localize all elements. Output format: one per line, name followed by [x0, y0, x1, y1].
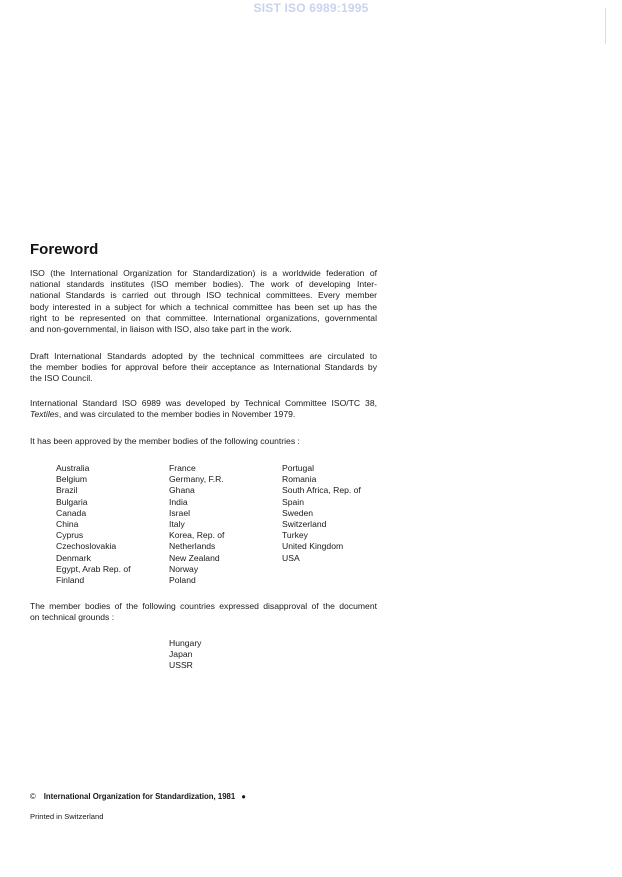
text-line: It has been approved by the member bodies of the following countries : — [30, 436, 300, 446]
approved-countries-col3 — [282, 463, 361, 564]
copyright-line — [30, 792, 246, 801]
page-edge-mark — [605, 8, 606, 44]
country-item: Belgium — [56, 474, 88, 485]
text-line: ISO (the International Organization for Standardization) is a worldwide federation of — [30, 268, 377, 278]
country-item: USA — [282, 552, 300, 563]
country-item: Israel — [169, 507, 191, 518]
country-item: Bulgaria — [56, 496, 88, 507]
country-item: Brazil — [56, 485, 78, 496]
bullet-icon: ● — [241, 792, 246, 801]
approved-countries-col1 — [56, 463, 131, 586]
country-item: Denmark — [56, 552, 91, 563]
page-title: Foreword — [30, 241, 99, 258]
country-item: China — [56, 519, 79, 530]
country-item: Cyprus — [56, 530, 84, 541]
paragraph-iso-intro — [30, 268, 377, 335]
watermark: SIST ISO 6989:1995 — [253, 1, 369, 15]
country-item: Portugal — [282, 463, 315, 473]
paragraph-draft-standards — [30, 351, 377, 385]
text-fragment: , and was circulated to the member bodies in November 1979. — [58, 409, 296, 420]
copyright-icon: © — [30, 792, 36, 801]
country-item: Germany, F.R. — [169, 474, 224, 485]
text-line: on technical grounds : — [30, 612, 115, 623]
text-line: and non-governmental, in liaison with ISO, also take part in the work. — [30, 324, 292, 335]
text-line: International Standard ISO 6989 was developed by Technical Committee ISO/TC 38, — [30, 398, 377, 408]
country-item: Ghana — [169, 485, 195, 496]
country-item: Finland — [56, 575, 85, 586]
text-line: the ISO Council. — [30, 373, 93, 384]
paragraph-approved-intro — [30, 436, 377, 447]
country-item: Egypt, Arab Rep. of — [56, 563, 131, 574]
country-item: Sweden — [282, 507, 314, 518]
country-item: Romania — [282, 474, 317, 485]
country-item: United Kingdom — [282, 541, 344, 552]
country-item: Canada — [56, 507, 87, 518]
country-item: Korea, Rep. of — [169, 530, 225, 541]
text-line: body interested in a subject for which a technical committee has been set up has the — [30, 301, 377, 312]
country-item: Switzerland — [282, 519, 327, 530]
text-line: the member bodies for approval before their acceptance as International Standards by — [30, 362, 377, 373]
text-line: Draft International Standards adopted by the technical committees are circulated to — [30, 351, 377, 361]
text-line: right to be represented on that committee. International organizations, governmental — [30, 312, 377, 323]
country-item: Turkey — [282, 530, 308, 541]
text-line: national Standards is carried out through ISO technical committees. Every member — [30, 290, 377, 301]
paragraph-development — [30, 398, 377, 420]
country-item: South Africa, Rep. of — [282, 485, 361, 496]
country-item: France — [169, 463, 196, 473]
textiles-italic: Textiles — [30, 409, 59, 420]
country-item: India — [169, 496, 188, 507]
disapproval-countries — [169, 638, 201, 672]
country-item: Poland — [169, 575, 196, 586]
text-line: national standards institutes (ISO member bodies). The work of developing Inter- — [30, 279, 377, 290]
country-item: New Zealand — [169, 552, 220, 563]
printed-in-note: Printed in Switzerland — [30, 812, 104, 821]
approved-countries-col2 — [169, 463, 224, 586]
country-item: Netherlands — [169, 541, 216, 552]
text-line — [30, 409, 377, 420]
country-item: Czechoslovakia — [56, 541, 117, 552]
country-item: Spain — [282, 496, 304, 507]
country-item: Italy — [169, 519, 185, 530]
country-item: Hungary — [169, 638, 202, 648]
country-item: Japan — [169, 649, 193, 660]
copyright-text: International Organization for Standardization, 1981 — [43, 792, 236, 801]
text-line: The member bodies of the following countries expressed disapproval of the document — [30, 601, 377, 611]
paragraph-disapproval-intro — [30, 601, 377, 623]
country-item: USSR — [169, 660, 193, 671]
country-item: Norway — [169, 563, 199, 574]
country-item: Australia — [56, 463, 90, 473]
